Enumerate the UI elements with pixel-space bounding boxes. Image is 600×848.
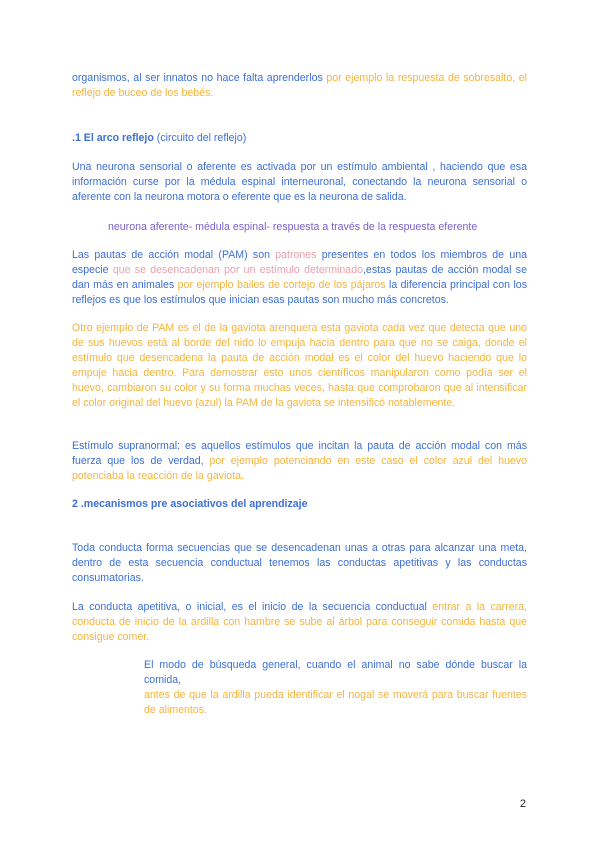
paragraph-toda-conducta: Toda conducta forma secuencias que se desencadenan unas a otras para alcanzar una meta, dentro de esta secuencia conductual tenemos las conductas apetitivas y las conductas consumatorias. (72, 542, 527, 584)
section-heading-arco-reflejo (72, 131, 527, 146)
heading-title: .1 El arco reflejo (72, 132, 154, 144)
example-text: por ejemplo la respuesta de sobresalto, el reflejo de buceo de los bebés. (72, 72, 527, 99)
paragraph-text: El modo de búsqueda general, cuando el animal no sabe dónde buscar la comida, (144, 659, 527, 686)
page-number: 2 (519, 798, 526, 810)
example-text: entrar a la carrera, conducta de inicio de la ardilla con hambre se sube al árbol para conseguir comida hasta que consigue comer. (72, 601, 527, 643)
paragraph-pautas-accion-modal (72, 248, 527, 308)
heading-subtitle: (circuito del reflejo) (153, 132, 247, 144)
paragraph-text: Las pautas de acción modal (PAM) son (72, 249, 276, 261)
paragraph-text: la diferencia principal con los reflejos es que los estímulos que inician esas pautas son mucho más concretos. (72, 279, 527, 306)
paragraph-neurona-sensorial: Una neurona sensorial o aferente es activada por un estímulo ambiental , haciendo que esa información curse por la médula espinal interneuronal, conectando la neurona sensorial o aferente con la neurona motora o eferente que es la neurona de salida. (72, 161, 527, 203)
example-text: por ejemplo bailes de cortejo de los pájaros (177, 279, 386, 291)
paragraph-estimulo-supranormal (72, 439, 527, 484)
highlight-text: patrones (275, 249, 317, 261)
paragraph-gaviota: Otro ejemplo de PAM es el de la gaviota arenquera esta gaviota cada vez que detecta que uno de sus huevos está al borde del nido lo empuja hacia dentro para que no se caiga, donde el estímulo que desencadena la pauta de acción modal es el color del huevo haciendo que lo empuje hacia dentro. Para demostrar esto unos científicos manipularon como podía ser el huevo, cambiaron su color y su forma muchas veces, hasta que comprobaron que al intensificar el color original del huevo (azul) la PAM de la gaviota se intensificó notablemente. (72, 322, 527, 409)
paragraph-neurona-sequence: neurona aferente- médula espinal- respuesta a través de la respuesta eferente (108, 221, 478, 233)
highlight-text: que se desencadenan por un estímulo determinado (112, 264, 363, 276)
paragraph-modo-busqueda (144, 658, 527, 718)
paragraph-conducta-apetitiva (72, 600, 527, 645)
paragraph-text: presentes en todos los miembros de una especie (72, 249, 527, 276)
paragraph-text: Estímulo supranormal: es aquellos estímulos que incitan la pauta de acción modal con más fuerza que los de verdad, (72, 440, 527, 467)
example-text: antes de que la ardilla pueda identificar el nogal se moverá para buscar fuentes de alimentos. (144, 689, 527, 716)
section-heading-mecanismos: 2 .mecanismos pre asociativos del aprendizaje (72, 498, 308, 510)
example-text: por ejemplo potenciando en este caso el color azul del huevo potenciaba la reacción de la gaviota. (72, 455, 527, 482)
paragraph-text: organismos, al ser innatos no hace falta aprenderlos (72, 72, 323, 84)
paragraph-text: ,estas pautas de acción modal se dan más en animales (72, 264, 527, 291)
paragraph-text: La conducta apetitiva, o inicial, es el inicio de la secuencia conductual (72, 601, 433, 613)
paragraph-organismos (72, 71, 527, 101)
